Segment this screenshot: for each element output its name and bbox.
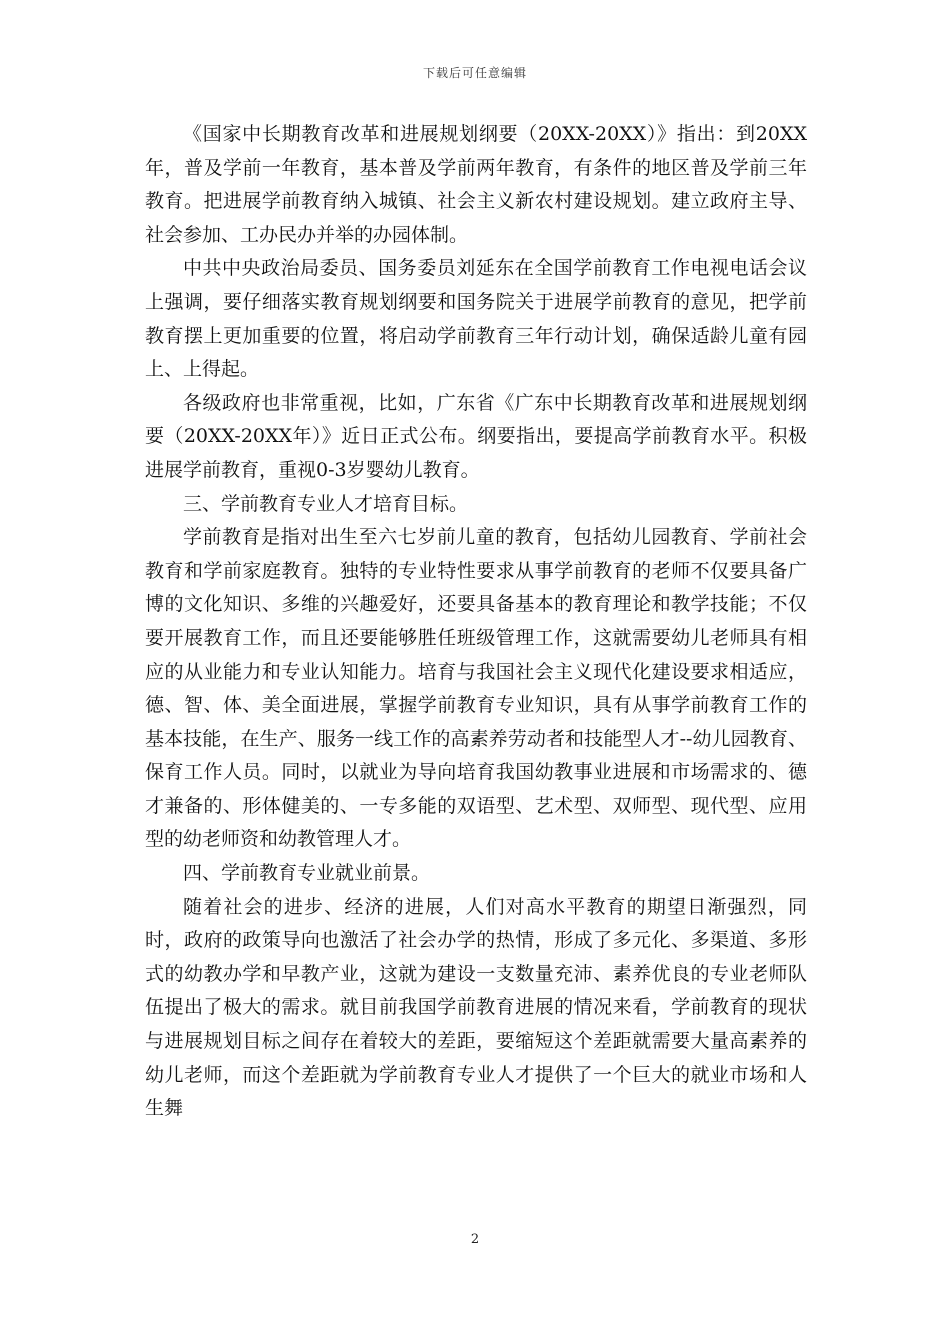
section-heading-training-goals: 三、学前教育专业人才培育目标。: [183, 492, 469, 515]
paragraph-liu-yandong: 中共中央政治局委员、国务委员刘延东在全国学前教育工作电视电话会议上强调，要仔细落实教育规划纲要和国务院关于进展学前教育的意见，把学前教育摆上更加重要的位置，将启动学前教育三年行动计划，确保适龄儿童有园上、上得起。: [145, 257, 807, 381]
paragraph-employment: 随着社会的进步、经济的进展，人们对高水平教育的期望日渐强烈，同时，政府的政策导向也激活了社会办学的热情，形成了多元化、多渠道、多形式的幼教办学和早教产业，这就为建设一支数量充沛、素养优良的专业老师队伍提出了极大的需求。就目前我国学前教育进展的情况来看，学前教育的现状与进展规划目标之间存在着较大的差距，要缩短这个差距就需要大量高素养的幼儿老师，而这个差距就为学前教育专业人才提供了一个巨大的就业市场和人生舞: [145, 895, 807, 1120]
page-number: 2: [470, 1232, 480, 1247]
paragraph-training-goals: 学前教育是指对出生至六七岁前儿童的教育，包括幼儿园教育、学前社会教育和学前家庭教育。独特的专业特性要求从事学前教育的老师不仅要具备广博的文化知识、多维的兴趣爱好，还要具备基本的教育理论和教学技能；不仅要开展教育工作，而且还要能够胜任班级管理工作，这就需要幼儿老师具有相应的从业能力和专业认知能力。培育与我国社会主义现代化建设要求相适应，德、智、体、美全面进展，掌握学前教育专业知识，具有从事学前教育工作的基本技能，在生产、服务一线工作的高素养劳动者和技能型人才--幼儿园教育、保育工作人员。同时，以就业为导向培育我国幼教事业进展和市场需求的、德才兼备的、形体健美的、一专多能的双语型、艺术型、双师型、现代型、应用型的幼老师资和幼教管理人才。: [145, 526, 807, 851]
document-body: [145, 118, 807, 1126]
page-header: 下载后可任意编辑: [422, 66, 527, 80]
paragraph-guangdong: 各级政府也非常重视，比如，广东省《广东中长期教育改革和进展规划纲要（20XX-20XX年）》近日正式公布。纲要指出，要提高学前教育水平。积极进展学前教育，重视0-3岁婴幼儿教育。: [145, 391, 807, 481]
paragraph-planning-outline: 《国家中长期教育改革和进展规划纲要（20XX-20XX）》指出：到20XX年，普及学前一年教育，基本普及学前两年教育，有条件的地区普及学前三年教育。把进展学前教育纳入城镇、社会主义新农村建设规划。建立政府主导、社会参加、工办民办并举的办园体制。: [145, 123, 807, 246]
section-heading-employment: 四、学前教育专业就业前景。: [183, 862, 431, 885]
